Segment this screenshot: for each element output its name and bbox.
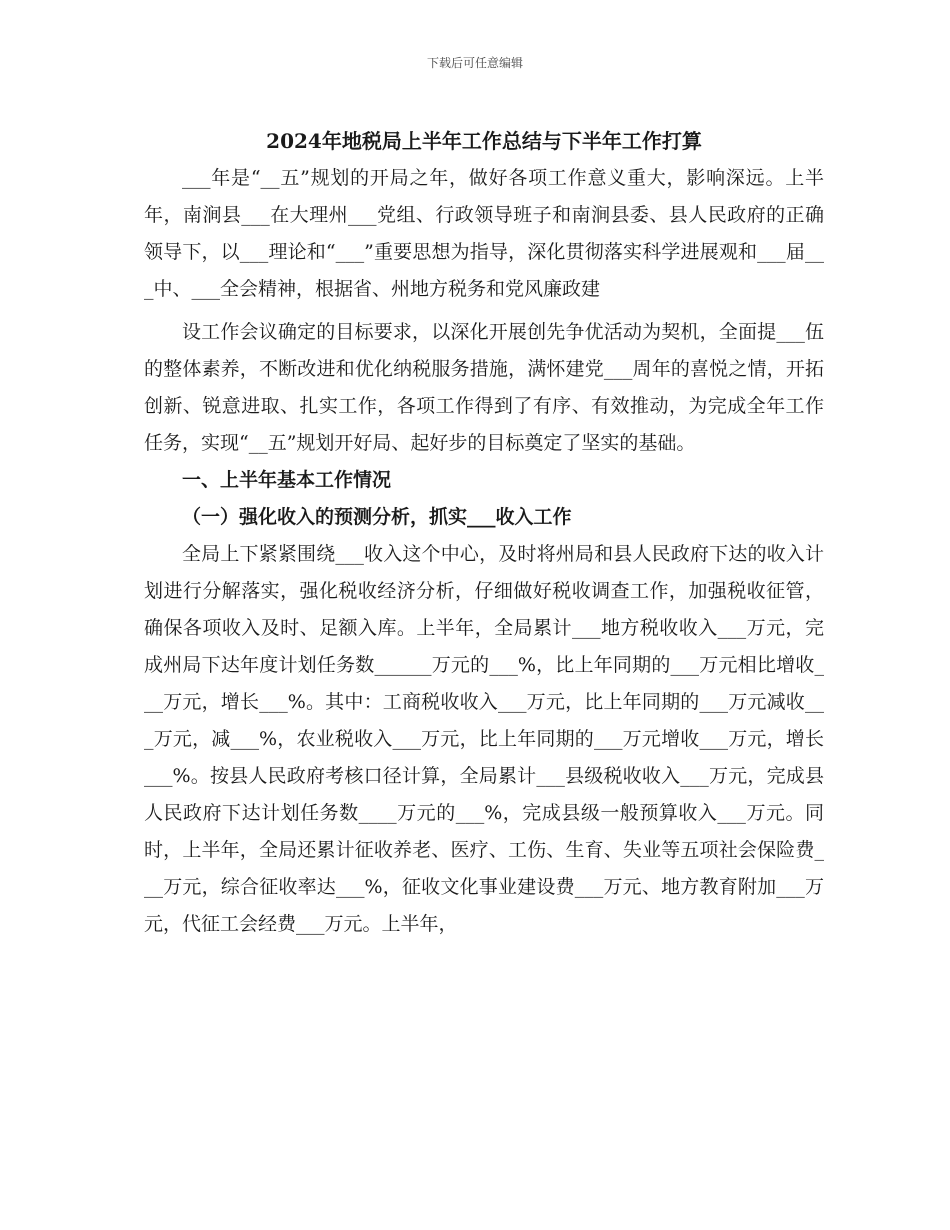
intro-paragraph: ___年是“__五”规划的开局之年，做好各项工作意义重大，影响深远。上半年，南涧县___在大理州___党组、行政领导班子和南涧县委、县人民政府的正确领导下，以___理论和“___”重要思想为指导，深化贯彻落实科学进展观和___届___中、___全会精神，根据省、州地方税务和党风廉政建: [144, 167, 824, 300]
body-paragraph: 全局上下紧紧围绕___收入这个中心，及时将州局和县人民政府下达的收入计划进行分解落实，强化税收经济分析，仔细做好税收调查工作，加强税收征管，确保各项收入及时、足额入库。上半年，全局累计___地方税收收入___万元，完成州局下达年度计划任务数______万元的___%，比上年同期的___万元相比增收___万元，增长___%。其中：工商税收收入___万元，比上年同期的___万元减收___万元，减___%，农业税收入___万元，比上年同期的___万元增收___万元，增长___%。按县人民政府考核口径计算，全局累计___县级税收收入___万元，完成县人民政府下达计划任务数____万元的___%，完成县级一般预算收入___万元。同时，上半年，全局还累计征收养老、医疗、工伤、生育、失业等五项社会保险费___万元，综合征收率达___%，征收文化事业建设费___万元、地方教育附加___万元，代征工会经费___万元。上半年，: [144, 543, 824, 935]
intro-paragraph-continued: 设工作会议确定的目标要求，以深化开展创先争优活动为契机，全面提___伍的整体素养，不断改进和优化纳税服务措施，满怀建党___周年的喜悦之情，开拓创新、锐意进取、扎实工作，各项工作得到了有序、有效推动，为完成全年工作任务，实现“__五”规划开好局、起好步的目标奠定了坚实的基础。: [144, 321, 824, 454]
header-note: 下载后可任意编辑: [426, 56, 523, 70]
document-title: 2024年地税局上半年工作总结与下半年工作打算: [266, 129, 702, 153]
section-heading: 一、上半年基本工作情况: [182, 469, 392, 491]
subsection-heading: （一）强化收入的预测分析，抓实___收入工作: [182, 506, 572, 528]
document-body: [144, 122, 824, 943]
